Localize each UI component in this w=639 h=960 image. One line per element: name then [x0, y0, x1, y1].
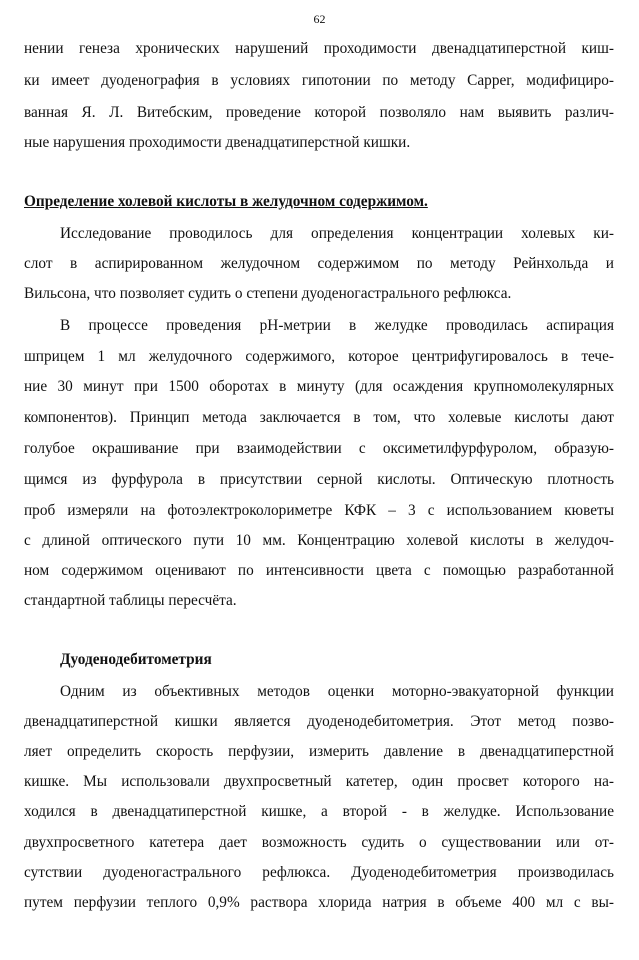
- text-line: ные нарушения проходимости двенадцатиперстной кишки.: [24, 134, 411, 151]
- text-line: ванная Я. Л. Витебским, проведение которой позволяло нам выявить различ-: [24, 104, 614, 121]
- text-line: Одним из объективных методов оценки моторно-эвакуаторной функции: [60, 683, 614, 700]
- text-line: сутствии дуоденогастрального рефлюкса. Дуоденодебитометрия производилась: [24, 864, 614, 881]
- text-line: ние 30 минут при 1500 оборотах в минуту (для осаждения крупномолекулярных: [24, 378, 614, 395]
- section-heading: Дуоденодебитометрия: [60, 651, 212, 668]
- text-line: голубое окрашивание при взаимодействии с оксиметилфурфуролом, образую-: [24, 440, 614, 457]
- section-heading: Определение холевой кислоты в желудочном содержимом.: [24, 193, 428, 210]
- text-line: шприцем 1 мл желудочного содержимого, которое центрифугировалось в тече-: [24, 348, 614, 365]
- text-line: слот в аспирированном желудочном содержимом по методу Рейнхольда и: [24, 255, 614, 272]
- text-line: двенадцатиперстной кишки является дуоденодебитометрия. Этот метод позво-: [24, 713, 614, 730]
- text-line: путем перфузии теплого 0,9% раствора хлорида натрия в объеме 400 мл с вы-: [24, 894, 614, 911]
- text-line: компонентов). Принцип метода заключается в том, что холевые кислоты дают: [24, 409, 614, 426]
- text-line: ном содержимом оценивают по интенсивности цвета с помощью разработанной: [24, 562, 614, 579]
- text-line: В процессе проведения pH-метрии в желудке проводилась аспирация: [60, 317, 614, 334]
- text-line: с длиной оптического пути 10 мм. Концентрацию холевой кислоты в желудоч-: [24, 532, 614, 549]
- text-line: стандартной таблицы пересчёта.: [24, 592, 237, 609]
- text-line: двухпросветного катетера дает возможность судить о существовании или от-: [24, 834, 614, 851]
- text-line: ляет определить скорость перфузии, измерить давление в двенадцатиперстной: [24, 743, 614, 760]
- text-line: ходился в двенадцатиперстной кишке, а второй - в желудке. Использование: [24, 803, 614, 820]
- text-line: кишке. Мы использовали двухпросветный катетер, один просвет которого на-: [24, 773, 614, 790]
- text-line: нении генеза хронических нарушений проходимости двенадцатиперстной киш-: [24, 40, 614, 57]
- text-line: щимся из фурфурола в присутствии серной кислоты. Оптическую плотность: [24, 471, 614, 488]
- text-line: Исследование проводилось для определения концентрации холевых ки-: [60, 225, 614, 242]
- text-line: проб измеряли на фотоэлектроколориметре КФК – 3 с использованием кюветы: [24, 502, 614, 519]
- text-line: ки имеет дуоденография в условиях гипотонии по методу Capper, модифициро-: [24, 72, 614, 89]
- page-number: 62: [313, 12, 326, 26]
- text-line: Вильсона, что позволяет судить о степени дуоденогастрального рефлюкса.: [24, 285, 512, 302]
